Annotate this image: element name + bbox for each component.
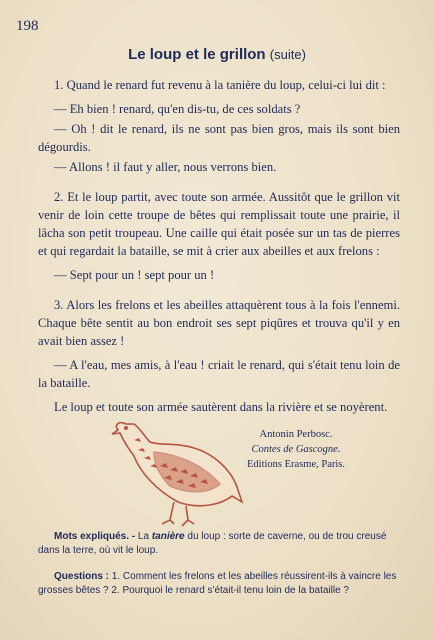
glossary-label: Mots expliqués. - (54, 531, 136, 542)
questions-label: Questions : (54, 571, 110, 582)
source-credit (226, 427, 366, 472)
dialogue-2: — Oh ! dit le renard, ils ne sont pas bien gros, mais ils sont bien dégourdis. (38, 122, 400, 154)
glossary-text: du loup : sorte de caverne, ou de trou creusé dans la terre, où vit le loup. (38, 531, 387, 556)
credit-author: Antonin Perbosc. (259, 429, 333, 440)
paragraph-2: 2. Et le loup partit, avec toute son armée. Aussitôt que le grillon vit venir de loin cette troupe de bêtes qui remplissait toute une prairie, il lâcha son petit troupeau. Une caille qui était posée sur un tas de pierres et qui regardait la bataille, se mit à crier aux abeilles et aux frelons : (38, 190, 400, 258)
page-title (0, 46, 434, 63)
paragraph-ending: Le loup et toute son armée sautèrent dans la rivière et se noyèrent. (54, 400, 388, 414)
page-number: 198 (16, 18, 39, 34)
study-section (38, 530, 402, 610)
glossary-intro: La (137, 531, 150, 542)
glossary-term: tanière (151, 531, 185, 542)
paragraph-3: 3. Alors les frelons et les abeilles attaquèrent tous à la fois l'ennemi. Chaque bête sentit au bon endroit ses sept piqûres et trouva qu'il y en avait bien assez ! (38, 298, 400, 348)
dialogue-5: — A l'eau, mes amis, à l'eau ! criait le renard, qui s'était tenu loin de la bataille. (38, 358, 400, 390)
questions-text: 1. Comment les frelons et les abeilles réussirent-ils à vaincre les grosses bêtes ? 2. Pourquoi le renard s'était-il tenu loin de la bataille ? (38, 571, 397, 596)
title-suite: (suite) (269, 47, 306, 62)
dialogue-1: — Eh bien ! renard, qu'en dis-tu, de ces soldats ? (54, 102, 301, 116)
paragraph-1: 1. Quand le renard fut revenu à la tanière du loup, celui-ci lui dit : (54, 78, 386, 92)
dialogue-3: — Allons ! il faut y aller, nous verrons bien. (54, 160, 277, 174)
story-text (38, 76, 400, 422)
glossary (38, 530, 402, 558)
quail-illustration (104, 406, 244, 532)
questions (38, 570, 402, 598)
dialogue-4: — Sept pour un ! sept pour un ! (54, 268, 215, 282)
credit-work: Contes de Gascogne. (251, 444, 341, 455)
title-main: Le loup et le grillon (128, 46, 266, 63)
credit-publisher: Editions Erasme, Paris. (247, 459, 345, 470)
